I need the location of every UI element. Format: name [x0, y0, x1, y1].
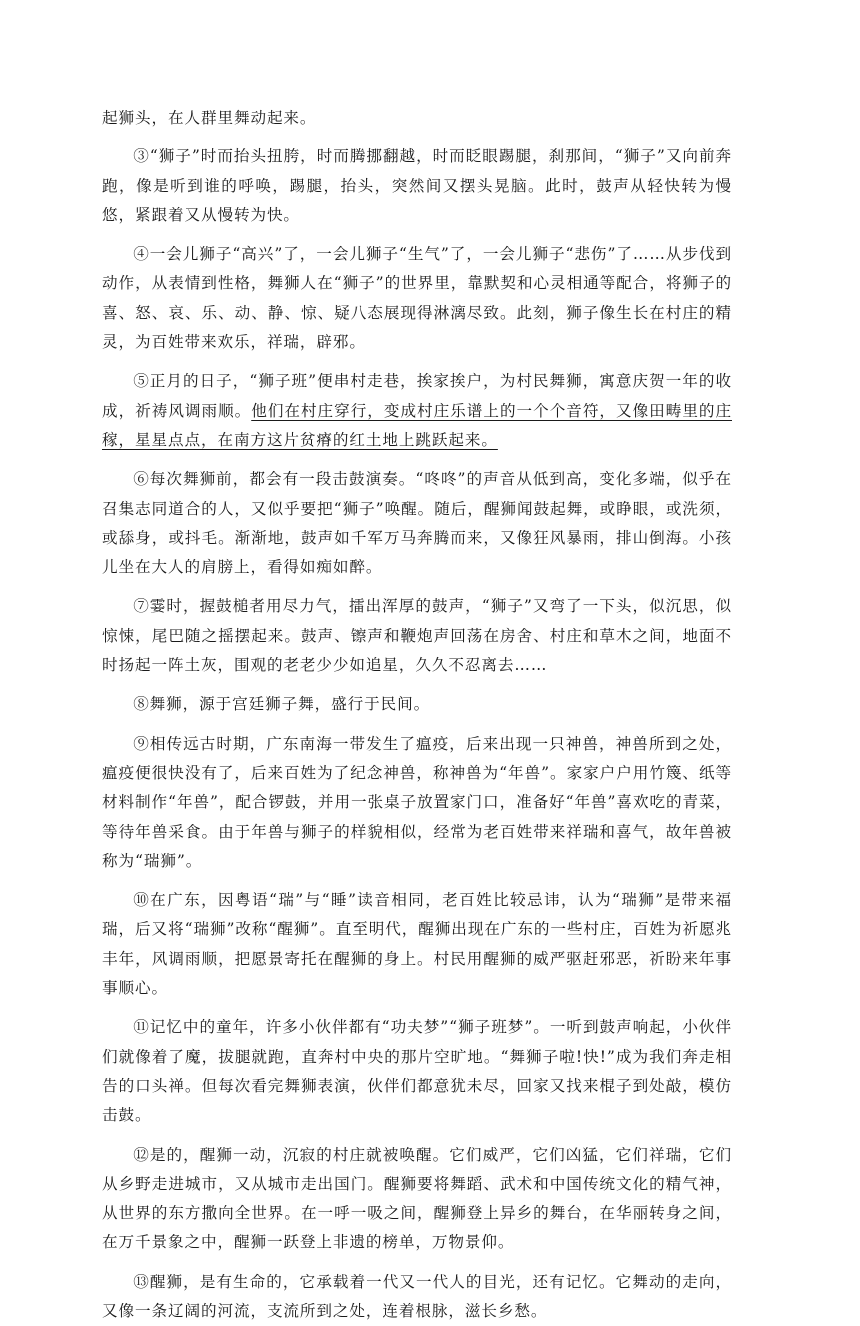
paragraph-5-plain-text: ⑤正月的日子，“狮子班”便串村走巷，挨家挨户，为村民舞狮，寓意庆贺一年的收成，祈祷风调雨顺。 [102, 372, 732, 420]
paragraph-12: ⑫是的，醒狮一动，沉寂的村庄就被唤醒。它们威严，它们凶猛，它们祥瑞，它们从乡野走进城市，又从城市走出国门。醒狮要将舞蹈、武术和中国传统文化的精气神，从世界的东方撒向全世界。在一呼一吸之间，醒狮登上异乡的舞台，在华丽转身之间，在万千景象之中，醒狮一跃登上非遗的榜单，万物景仰。 [102, 1145, 732, 1252]
paragraph-8: ⑧舞狮，源于宫廷狮子舞，盛行于民间。 [133, 695, 431, 714]
paragraph-13: ⑬醒狮，是有生命的，它承载着一代又一代人的目光，还有记忆。它舞动的走向，又像一条辽阔的河流，支流所到之处，连着根脉，滋长乡愁。 [102, 1272, 732, 1320]
paragraph-9: ⑨相传远古时期，广东南海一带发生了瘟疫，后来出现一只神兽，神兽所到之处，瘟疫便很快没有了，后来百姓为了纪念神兽，称神兽为“年兽”。家家户户用竹篾、纸等材料制作“年兽”，配合锣鼓，并用一张桌子放置家门口，准备好“年兽”喜欢吃的青菜，等待年兽采食。由于年兽与狮子的样貌相似，经常为老百姓带来祥瑞和喜气，故年兽被称为“瑞狮”。 [102, 734, 732, 870]
paragraph-3: ③“狮子”时而抬头扭胯，时而腾挪翻越，时而眨眼踢腿，刹那间，“狮子”又向前奔跑，像是听到谁的呼唤，踢腿，抬头，突然间又摆头晃脑。此时，鼓声从轻快转为慢悠，紧跟着又从慢转为快。 [102, 147, 732, 224]
paragraph-4: ④一会儿狮子“高兴”了，一会儿狮子“生气”了，一会儿狮子“悲伤”了……从步伐到动作，从表情到性格，舞狮人在“狮子”的世界里，靠默契和心灵相通等配合，将狮子的喜、怒、哀、乐、动、静、惊、疑八态展现得淋漓尽致。此刻，狮子像生长在村庄的精灵，为百姓带来欢乐，祥瑞，辟邪。 [102, 245, 732, 352]
paragraph-11: ⑪记忆中的童年，许多小伙伴都有“功夫梦”“狮子班梦”。一听到鼓声响起，小伙伴们就像着了魔，拔腿就跑，直奔村中央的那片空旷地。“舞狮子啦!快!”成为我们奔走相告的口头禅。但每次看完舞狮表演，伙伴们都意犹未尽，回家又找来棍子到处敲，模仿击鼓。 [102, 1018, 732, 1125]
paragraph-5 [102, 367, 732, 455]
paragraph-6: ⑥每次舞狮前，都会有一段击鼓演奏。“咚咚”的声音从低到高，变化多端，似乎在召集志同道合的人，又似乎要把“狮子”唤醒。随后，醒狮闻鼓起舞，或睁眼，或洗须，或舔身，或抖毛。渐渐地，鼓声如千军万马奔腾而来，又像狂风暴雨，排山倒海。小孩儿坐在大人的肩膀上，看得如痴如醉。 [102, 470, 732, 577]
paragraph-5-underlined-sentence: 他们在村庄穿行，变成村庄乐谱上的一个个音符，又像田畴里的庄稼，星星点点，在南方这片贫瘠的红土地上跳跃起来。 [102, 401, 732, 449]
paragraph-7: ⑦霎时，握鼓槌者用尽力气，擂出浑厚的鼓声，“狮子”又弯了一下头，似沉思，似惊悚，尾巴随之摇摆起来。鼓声、镲声和鞭炮声回荡在房舍、村庄和草木之间，地面不时扬起一阵土灰，围观的老老少少如追星，久久不忍离去…… [102, 597, 732, 675]
paragraph-continued: 起狮头，在人群里舞动起来。 [102, 109, 317, 127]
paragraph-10: ⑩在广东，因粤语“瑞”与“睡”读音相同，老百姓比较忌讳，认为“瑞狮”是带来福瑞，后又将“瑞狮”改称“醒狮”。直至明代，醒狮出现在广东的一些村庄，百姓为祈愿兆丰年，风调雨顺，把愿景寄托在醒狮的身上。村民用醒狮的威严驱赶邪恶，祈盼来年事事顺心。 [102, 891, 732, 998]
